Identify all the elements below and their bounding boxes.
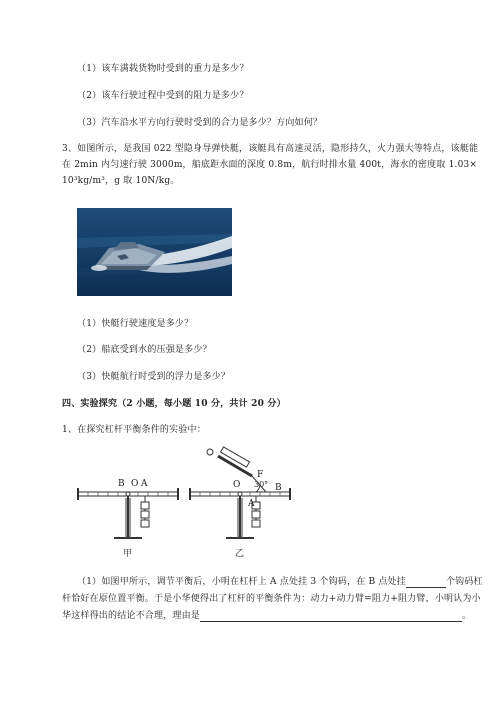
q3-text-line3: 10³kg/m³，g 取 10N/kg。 <box>62 176 180 186</box>
q3-item-2: （2）船底受到水的压强是多少？ <box>77 345 212 355</box>
section-title: 四、实验探究（2 小题，每小题 10 分，共计 20 分） <box>62 399 286 409</box>
q2-item-1: （1）该车满载货物时受到的重力是多少？ <box>77 64 249 74</box>
q4-p1-text-b: 个钩码杠 <box>445 577 483 587</box>
answer-blank-2[interactable] <box>200 611 462 622</box>
caption-jia: 甲 <box>123 549 133 559</box>
lever-diagram <box>70 446 300 562</box>
q4-p1-text-c: 华这样得出的结论不合理，理由是 <box>62 611 201 621</box>
q2-item-2: （2）该车行驶过程中受到的阻力是多少？ <box>77 91 249 101</box>
q2-item-3: （3）汽车沿水平方向行驶时受到的合力是多少？方向如何？ <box>77 118 323 128</box>
q3-text-line2: 在 2min 内匀速行驶 3000m，船底距水面的深度 0.8m，航行时排水量 400t，海水的密度取 1.03× <box>62 160 478 170</box>
q4-p1-line3 <box>62 610 471 622</box>
q4-p1-end: 。 <box>462 611 472 621</box>
label-right-A: A <box>248 499 255 509</box>
q4-p1-line1 <box>77 576 483 588</box>
q4-p1-text-a: （1）如图甲所示，调节平衡后，小明在杠杆上 A 点处挂 3 个钩码，在 B 点处挂 <box>77 577 406 587</box>
q3-item-1: （1）快艇行驶速度是多少？ <box>77 319 194 329</box>
q4-p1-line2: 杆恰好在原位置平衡。于是小华便得出了杠杆的平衡条件为：动力+动力臂=阻力+阻力臂，小明认为小 <box>62 594 481 604</box>
label-left-B: B <box>118 479 125 489</box>
label-left-A: A <box>141 479 148 489</box>
label-right-angle: 30° <box>254 480 269 489</box>
answer-blank-1[interactable] <box>406 577 446 588</box>
caption-yi: 乙 <box>235 549 245 559</box>
missile-boat-photo <box>77 208 232 296</box>
label-right-B: B <box>275 483 282 493</box>
q3-item-3: （3）快艇航行时受到的浮力是多少？ <box>77 372 231 382</box>
label-left-O: O <box>131 479 139 489</box>
label-right-O: O <box>233 480 241 490</box>
q4-intro: 1、在探究杠杆平衡条件的实验中： <box>62 425 206 435</box>
label-right-F: F <box>257 470 264 480</box>
q3-text-line1: 3、如图所示，是我国 022 型隐身导弹快艇，该艇具有高速灵活，隐形持久，火力强大等特点，该艇能 <box>62 144 479 154</box>
